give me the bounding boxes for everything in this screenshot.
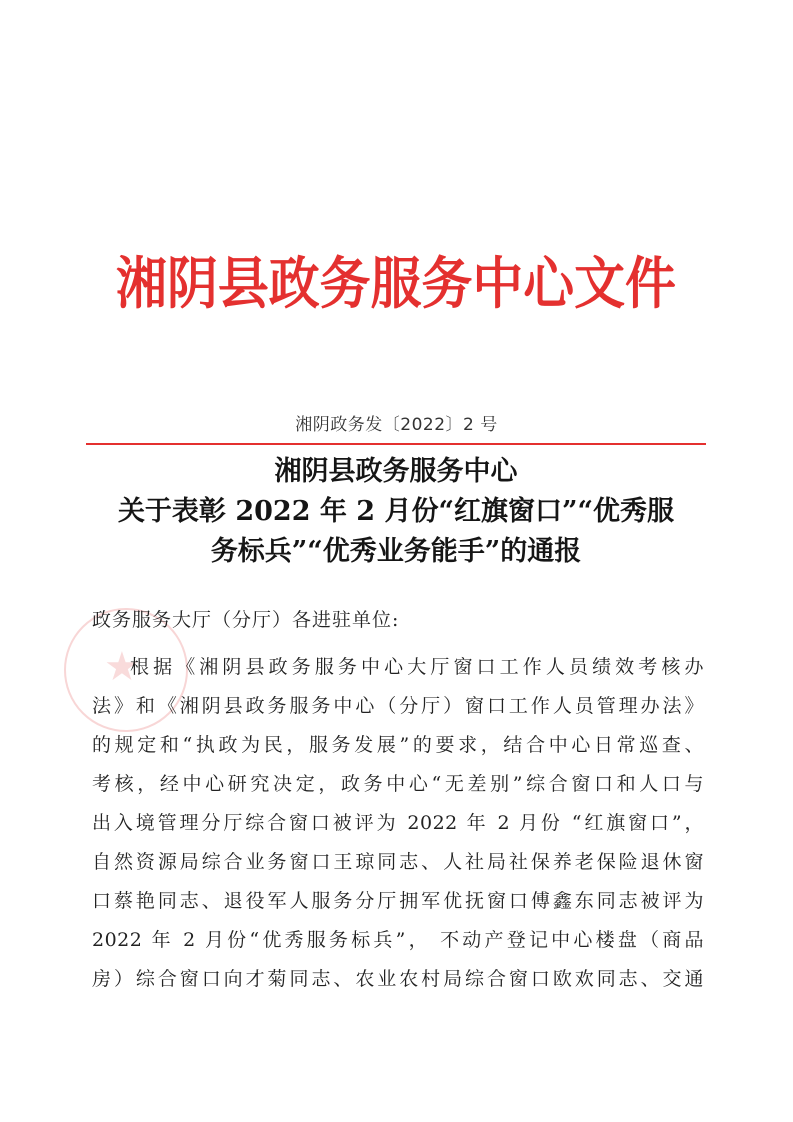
body-line: 的规定和“执政为民，服务发展”的要求，结合中心日常巡查、 xyxy=(92,734,704,756)
star-icon: ★ xyxy=(104,644,140,690)
body-line: 法》和《湘阴县政务服务中心（分厅）窗口工作人员管理办法》 xyxy=(92,695,704,717)
body-line: 出入境管理分厅综合窗口被评为 2022 年 2 月份 “红旗窗口”， xyxy=(92,812,704,834)
masthead-title: 湘阴县政务服务中心文件 xyxy=(116,250,677,317)
document-number: 湘阴政务发〔2022〕2 号 xyxy=(295,415,498,435)
notice-body xyxy=(92,648,704,999)
body-line: 2022 年 2 月份“优秀服务标兵”， 不动产登记中心楼盘（商品 xyxy=(92,929,704,951)
body-line: 房）综合窗口向才菊同志、农业农村局综合窗口欧欢同志、交通 xyxy=(92,968,704,990)
body-line: 自然资源局综合业务窗口王琼同志、人社局社保养老保险退休窗 xyxy=(92,851,704,873)
notice-title-line: 关于表彰 2022 年 2 月份“红旗窗口”“优秀服 xyxy=(117,496,675,527)
notice-title-line: 湘阴县政务服务中心 xyxy=(274,456,518,487)
body-line: 考核，经中心研究决定，政务中心“无差别”综合窗口和人口与 xyxy=(92,773,704,795)
notice-title-line: 务标兵”“优秀业务能手”的通报 xyxy=(210,536,582,567)
masthead xyxy=(0,234,793,334)
salutation: 政务服务大厅（分厅）各进驻单位: xyxy=(92,609,400,631)
red-divider xyxy=(86,443,706,445)
body-line: 口蔡艳同志、退役军人服务分厅拥军优抚窗口傅鑫东同志被评为 xyxy=(92,890,704,912)
notice-title xyxy=(70,452,722,572)
body-line: 根据《湘阴县政务服务中心大厅窗口工作人员绩效考核办 xyxy=(130,656,704,678)
